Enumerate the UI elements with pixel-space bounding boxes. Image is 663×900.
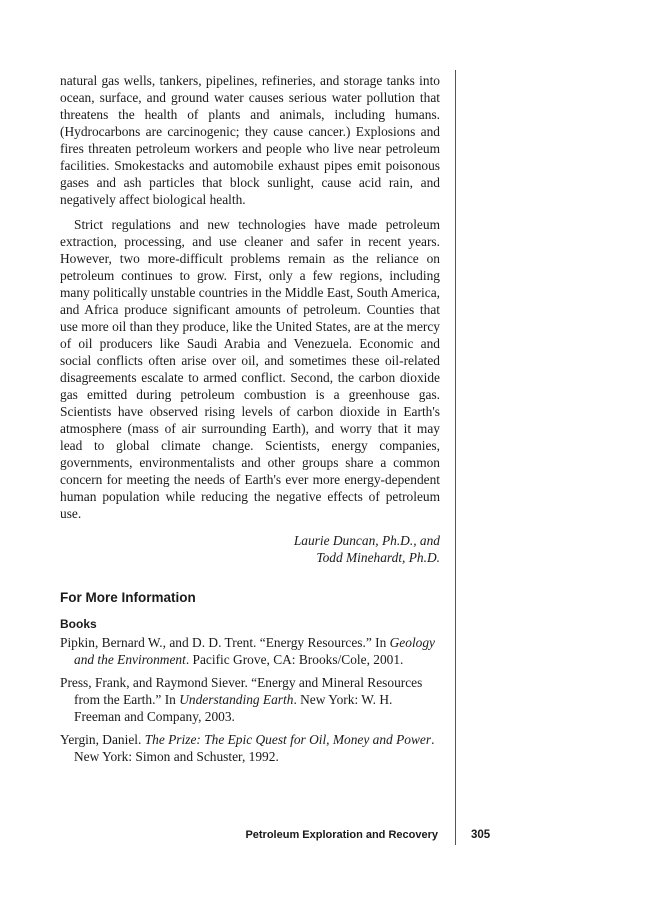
book-reference (60, 634, 440, 668)
author-line-1: Laurie Duncan, Ph.D., and (293, 533, 440, 548)
body-paragraph-1: natural gas wells, tankers, pipelines, refineries, and storage tanks into ocean, surface, and ground water causes serious water pollution that threatens the health of plants and animals, including humans. (Hydrocarbons are carcinogenic; they cause cancer.) Explosions and fires threaten petroleum workers and people who live near petroleum facilities. Smokestacks and automobile exhaust pipes emit poisonous gases and ash particles that block sunlight, cause acid rain, and negatively affect biological health. (60, 73, 440, 207)
reference-authors: Yergin, Daniel. (60, 732, 145, 747)
reference-publisher: . New York: Simon and Schuster, 1992. (74, 732, 435, 764)
reference-title: Understanding Earth (179, 692, 294, 707)
reference-publisher: . Pacific Grove, CA: Brooks/Cole, 2001. (185, 652, 404, 667)
page-number: 305 (471, 829, 491, 841)
reference-authors: Pipkin, Bernard W., and D. D. Trent. “Energy Resources.” In (60, 635, 390, 650)
author-line-2: Todd Minehardt, Ph.D. (316, 550, 440, 565)
running-title: Petroleum Exploration and Recovery (245, 829, 438, 841)
reference-title: Geology and the Environment (74, 635, 436, 667)
reference-title: The Prize: The Epic Quest for Oil, Money and Power (144, 732, 432, 747)
book-reference (60, 674, 440, 725)
author-signature (60, 532, 440, 566)
reference-publisher: . New York: W. H. Freeman and Company, 2003. (74, 692, 393, 724)
main-text-column (60, 72, 440, 771)
reference-authors: Press, Frank, and Raymond Siever. “Energy and Mineral Resources from the Earth.” In (60, 675, 423, 707)
books-subheading: Books (60, 617, 97, 631)
body-paragraph-2: Strict regulations and new technologies have made petroleum extraction, processing, and use cleaner and safer in recent years. However, two more-difficult problems remain as the reliance on petroleum continues to grow. First, only a few regions, including many politically unstable countries in the Middle East, South America, and Africa produce significant amounts of petroleum. Counties that use more oil than they produce, like the United States, are at the mercy of oil producers like Saudi Arabia and Venezuela. Economic and social conflicts often arise over oil, and sometimes these oil-related disagreements escalate to armed conflict. Second, the carbon dioxide gas emitted during petroleum combustion is a greenhouse gas. Scientists have observed rising levels of carbon dioxide in Earth's atmosphere (mass of air surrounding Earth), and worry that it may lead to global climate change. Scientists, energy companies, governments, environmentalists and other groups share a common concern for meeting the needs of Earth's ever more energy-dependent human population while reducing the negative effects of petroleum use. (60, 217, 440, 521)
section-heading: For More Information (60, 590, 196, 605)
book-reference (60, 731, 440, 765)
vertical-divider (455, 70, 456, 845)
